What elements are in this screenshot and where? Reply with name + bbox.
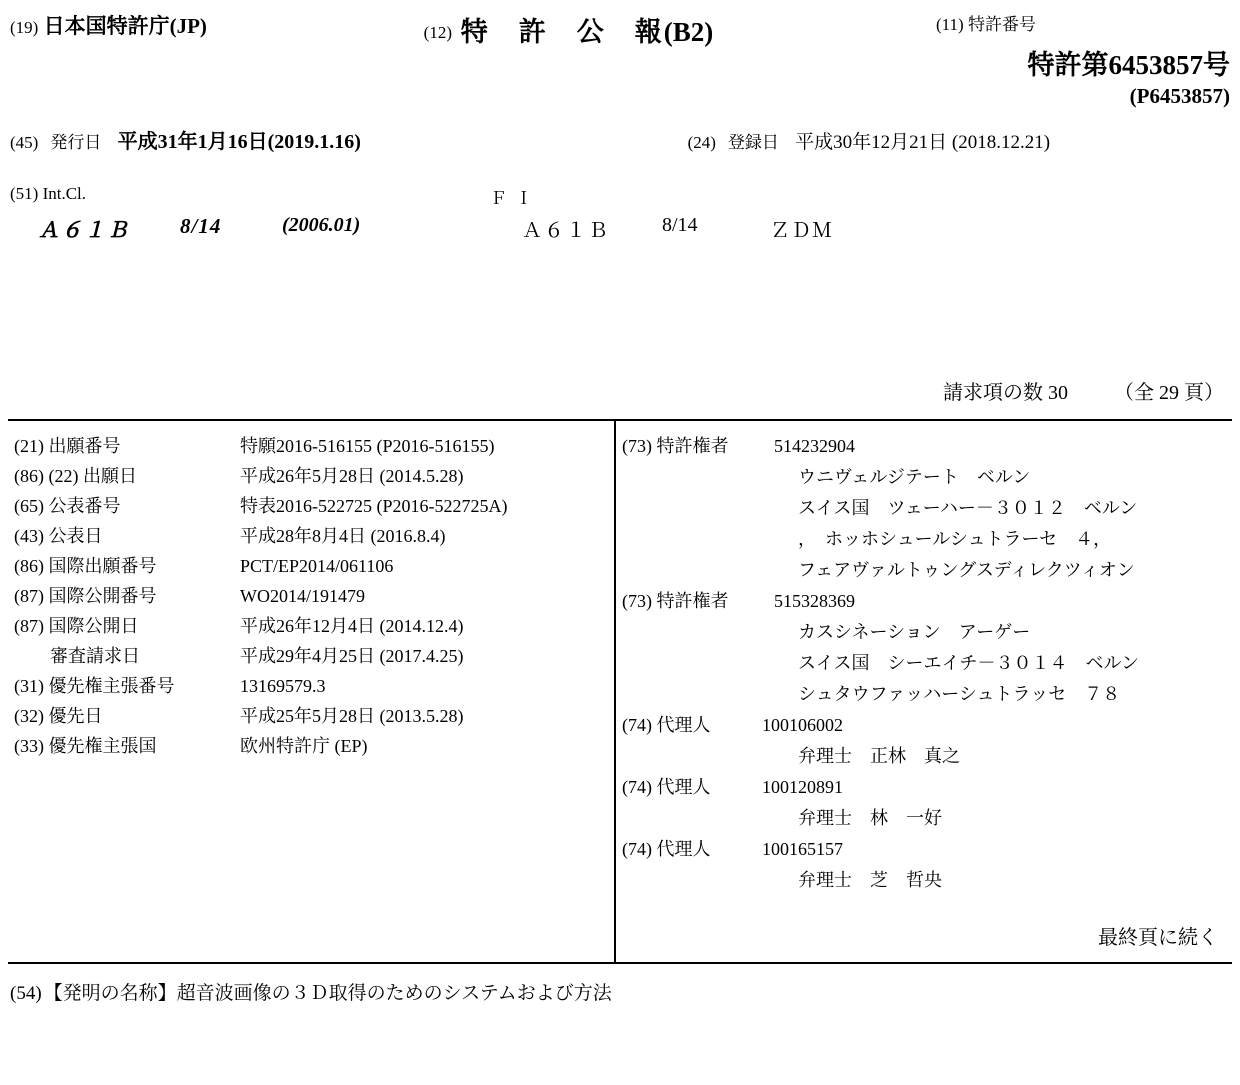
intcl-main-code: Ａ６１Ｂ <box>38 218 130 242</box>
intcl-subgroup: 8/14 <box>180 214 222 238</box>
agent-name: 弁理士 正林 真之 <box>798 746 960 766</box>
field-value: 欧州特許庁 (EP) <box>240 736 368 756</box>
registration-date-value: 平成30年12月21日 (2018.12.21) <box>795 132 1051 153</box>
patent-holder-row <box>622 431 1232 462</box>
patent-number-code: (11) <box>936 15 964 34</box>
publication-date-code: (45) <box>10 133 39 152</box>
field-value: PCT/EP2014/061106 <box>240 556 394 576</box>
agent-row <box>622 710 1232 741</box>
fi-subgroup: 8/14 <box>662 214 698 236</box>
patent-holder-row <box>622 586 1232 617</box>
classification-label: Int.Cl. <box>42 184 87 203</box>
claims-summary <box>0 376 1240 405</box>
continued-note: 最終頁に続く <box>1098 927 1218 949</box>
field-value: 平成25年5月28日 (2013.5.28) <box>240 706 464 726</box>
holder-id: 515328369 <box>774 591 855 611</box>
field-code: (87) 国際公開日 <box>14 616 139 636</box>
classification-code: (51) <box>10 184 39 203</box>
field-code: (87) 国際公開番号 <box>14 586 157 606</box>
holder-name: ウニヴェルジテート ベルン <box>798 467 1031 487</box>
field-code: (74) 代理人 <box>622 839 711 859</box>
patent-number-label: 特許番号 <box>967 15 1036 34</box>
bibliographic-right-column <box>616 421 1232 962</box>
registration-date <box>596 127 1230 154</box>
field-code: (65) 公表番号 <box>14 496 121 516</box>
holder-address-line: ， ホッホシュールシュトラーセ ４， <box>798 529 1112 549</box>
table-row <box>12 491 614 521</box>
field-code: (74) 代理人 <box>622 715 711 735</box>
field-code: (43) 公表日 <box>14 526 103 546</box>
issuing-office <box>10 10 207 40</box>
field-code: (33) 優先権主張国 <box>14 736 157 756</box>
agent-row <box>622 834 1232 865</box>
agent-name: 弁理士 芝 哲央 <box>798 870 942 890</box>
bibliographic-table <box>8 419 1232 964</box>
patent-number-block <box>930 10 1230 109</box>
field-value: 13169579.3 <box>240 676 326 696</box>
field-value: 平成26年5月28日 (2014.5.28) <box>240 466 464 486</box>
fi-suffix: ＺＤＭ <box>770 220 833 242</box>
issuing-office-name: 日本国特許庁(JP) <box>43 14 207 38</box>
field-code: (74) 代理人 <box>622 777 711 797</box>
document-type-name: 特 許 公 報 <box>460 17 664 47</box>
publication-date-value: 平成31年1月16日(2019.1.16) <box>117 131 361 153</box>
invention-title-row <box>10 978 1230 1005</box>
field-value: 特表2016-522725 (P2016-522725A) <box>240 496 508 516</box>
classification-values <box>10 214 1230 248</box>
dates-row <box>0 125 1240 154</box>
field-code: 審査請求日 <box>50 646 140 666</box>
field-value: 平成29年4月25日 (2017.4.25) <box>240 646 464 666</box>
table-row <box>12 551 614 581</box>
publication-date <box>10 125 596 154</box>
table-row <box>12 701 614 731</box>
classification-header <box>10 184 1230 206</box>
document-kind-code: (B2) <box>663 17 714 47</box>
table-row <box>12 611 614 641</box>
table-row <box>12 671 614 701</box>
holder-address-line: スイス国 ツェーハー－３０１２ ベルン <box>798 498 1138 518</box>
holder-address-line: スイス国 シーエイチ－３０１４ ベルン <box>798 653 1140 673</box>
holder-address-line: フェアヴァルトゥングスディレクツィオン <box>798 560 1135 580</box>
field-code: (73) 特許権者 <box>622 591 729 611</box>
agent-id: 100120891 <box>762 777 843 797</box>
patent-number-label-row <box>930 10 1230 35</box>
field-value: 特願2016-516155 (P2016-516155) <box>240 436 495 456</box>
agent-id: 100165157 <box>762 839 843 859</box>
field-code: (86) 国際出願番号 <box>14 556 157 576</box>
table-row <box>12 521 614 551</box>
field-value: 平成28年8月4日 (2016.8.4) <box>240 526 446 546</box>
claims-count-label: 請求項の数 <box>943 382 1043 404</box>
field-code: (31) 優先権主張番号 <box>14 676 175 696</box>
header-row <box>0 0 1240 109</box>
holder-address-line: シュタウファッハーシュトラッセ ７８ <box>798 684 1121 704</box>
invention-title-code: (54) <box>10 983 42 1004</box>
invention-title-value: 超音波画像の３Ｄ取得のためのシステムおよび方法 <box>176 983 612 1004</box>
registration-date-code: (24) <box>687 133 716 152</box>
field-value: WO2014/191479 <box>240 586 365 606</box>
intcl-version: (2006.01) <box>282 214 361 236</box>
table-row <box>12 581 614 611</box>
registration-date-label: 登録日 <box>727 133 779 152</box>
holder-id: 514232904 <box>774 436 855 456</box>
field-code: (86) (22) 出願日 <box>14 466 137 486</box>
agent-name: 弁理士 林 一好 <box>798 808 942 828</box>
bibliographic-left-column <box>8 421 616 962</box>
agent-id: 100106002 <box>762 715 843 735</box>
issuing-office-code: (19) <box>10 18 39 37</box>
table-row <box>12 731 614 761</box>
field-value: 平成26年12月4日 (2014.12.4) <box>240 616 464 636</box>
field-code: (32) 優先日 <box>14 706 103 726</box>
field-code: (21) 出願番号 <box>14 436 121 456</box>
invention-title-label: 【発明の名称】 <box>43 983 177 1004</box>
table-row <box>12 461 614 491</box>
document-type <box>207 10 930 49</box>
classification-block <box>0 184 1240 248</box>
holder-name: カスシネーション アーゲー <box>798 622 1031 642</box>
table-row <box>12 641 614 671</box>
patent-number-value: 特許第6453857号 <box>1027 50 1230 80</box>
table-row <box>12 431 614 461</box>
total-pages: （全 29 頁） <box>1114 382 1224 404</box>
patent-number-paren: (P6453857) <box>1129 84 1230 108</box>
publication-date-label: 発行日 <box>50 133 102 152</box>
document-type-code: (12) <box>423 23 452 42</box>
fi-label: Ｆ Ｉ <box>490 189 535 208</box>
field-code: (73) 特許権者 <box>622 436 729 456</box>
claims-count-value: 30 <box>1048 382 1068 404</box>
agent-row <box>622 772 1232 803</box>
fi-main-code: Ａ６１Ｂ <box>522 220 610 242</box>
